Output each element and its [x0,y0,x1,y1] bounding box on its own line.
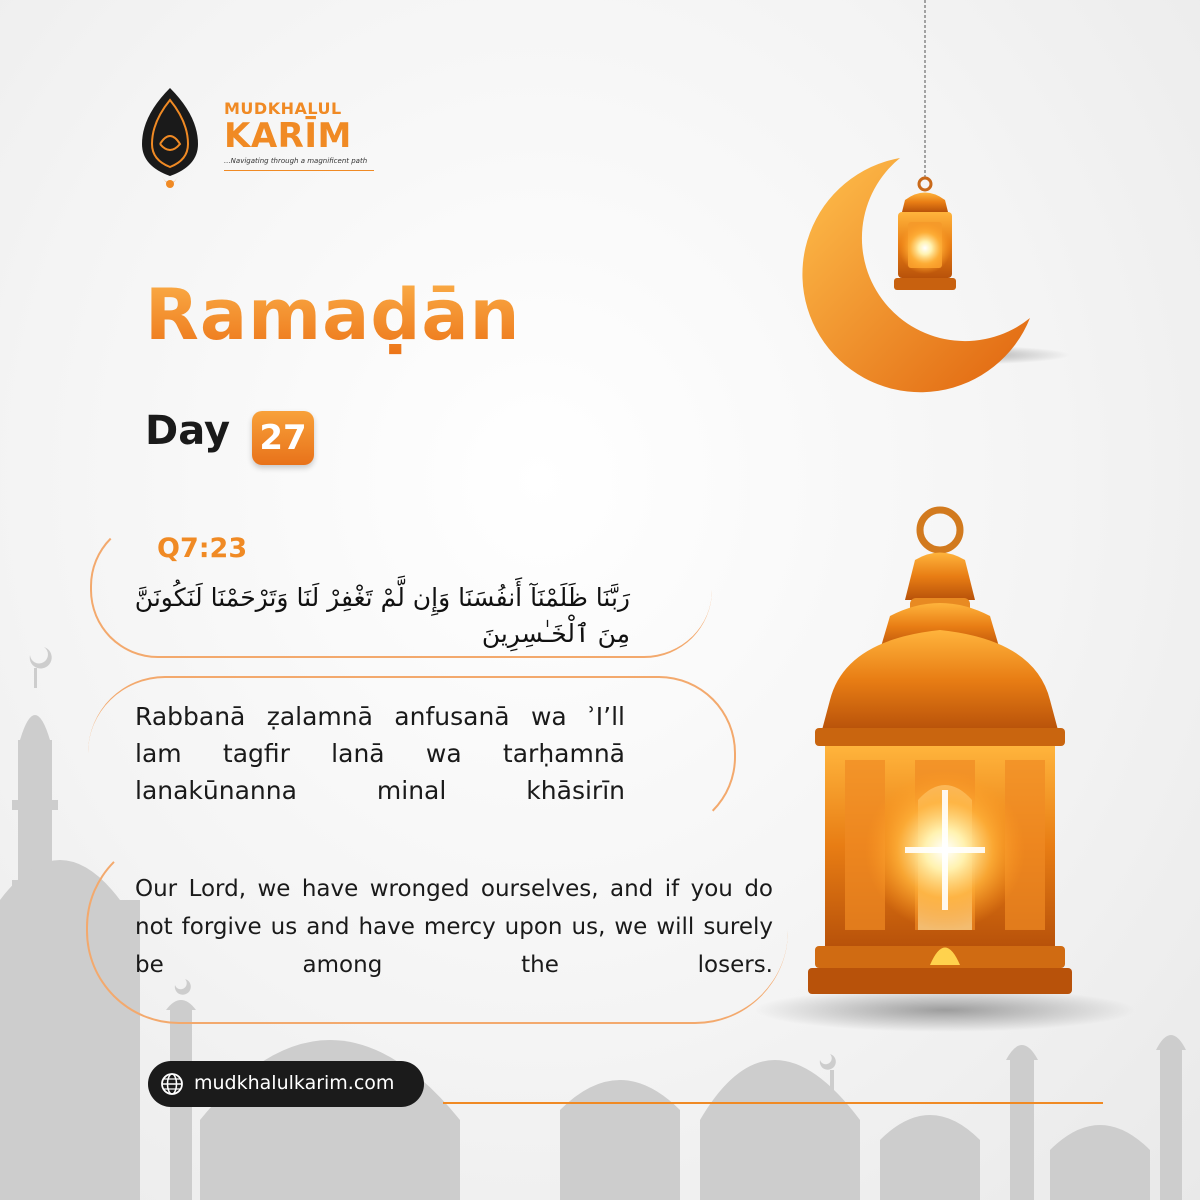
transliteration-text: Rabbanā ẓalamnā anfusanā wa ʾI’ll lam tagfir lanā wa tarḥamnā lanakūnanna minal khāsirīn [135,702,625,805]
brand-logo [140,86,380,196]
translation-text: Our Lord, we have wronged ourselves, and if you do not forgive us and have mercy upon us, we will surely be among the losers. [135,876,773,978]
brand-name-line1: MUDKHALUL [224,99,342,118]
footer-divider [443,1102,1103,1104]
brand-name-line2: KARĪM [224,116,352,156]
brand-underline [224,170,374,171]
day-label: Day [145,408,231,454]
brand-tagline: ...Navigating through a magnificent path [224,157,368,165]
page-title: Ramaḍān [145,274,521,356]
globe-icon [160,1072,184,1096]
website-url: mudkhalulkarim.com [194,1072,395,1094]
arabic-verse: رَبَّنَا ظَلَمْنَآ أَنفُسَنَا وَإِن لَّمْ تَغْفِرْ لَنَا وَتَرْحَمْنَا لَنَكُونَنَّ مِنَ ٱلْخَـٰسِرِينَ [134,583,630,648]
verse-reference: Q7:23 [157,533,248,564]
website-link[interactable] [148,1061,424,1107]
day-number-badge: 27 [252,411,314,465]
mudkhalul-emblem-icon [140,86,200,192]
